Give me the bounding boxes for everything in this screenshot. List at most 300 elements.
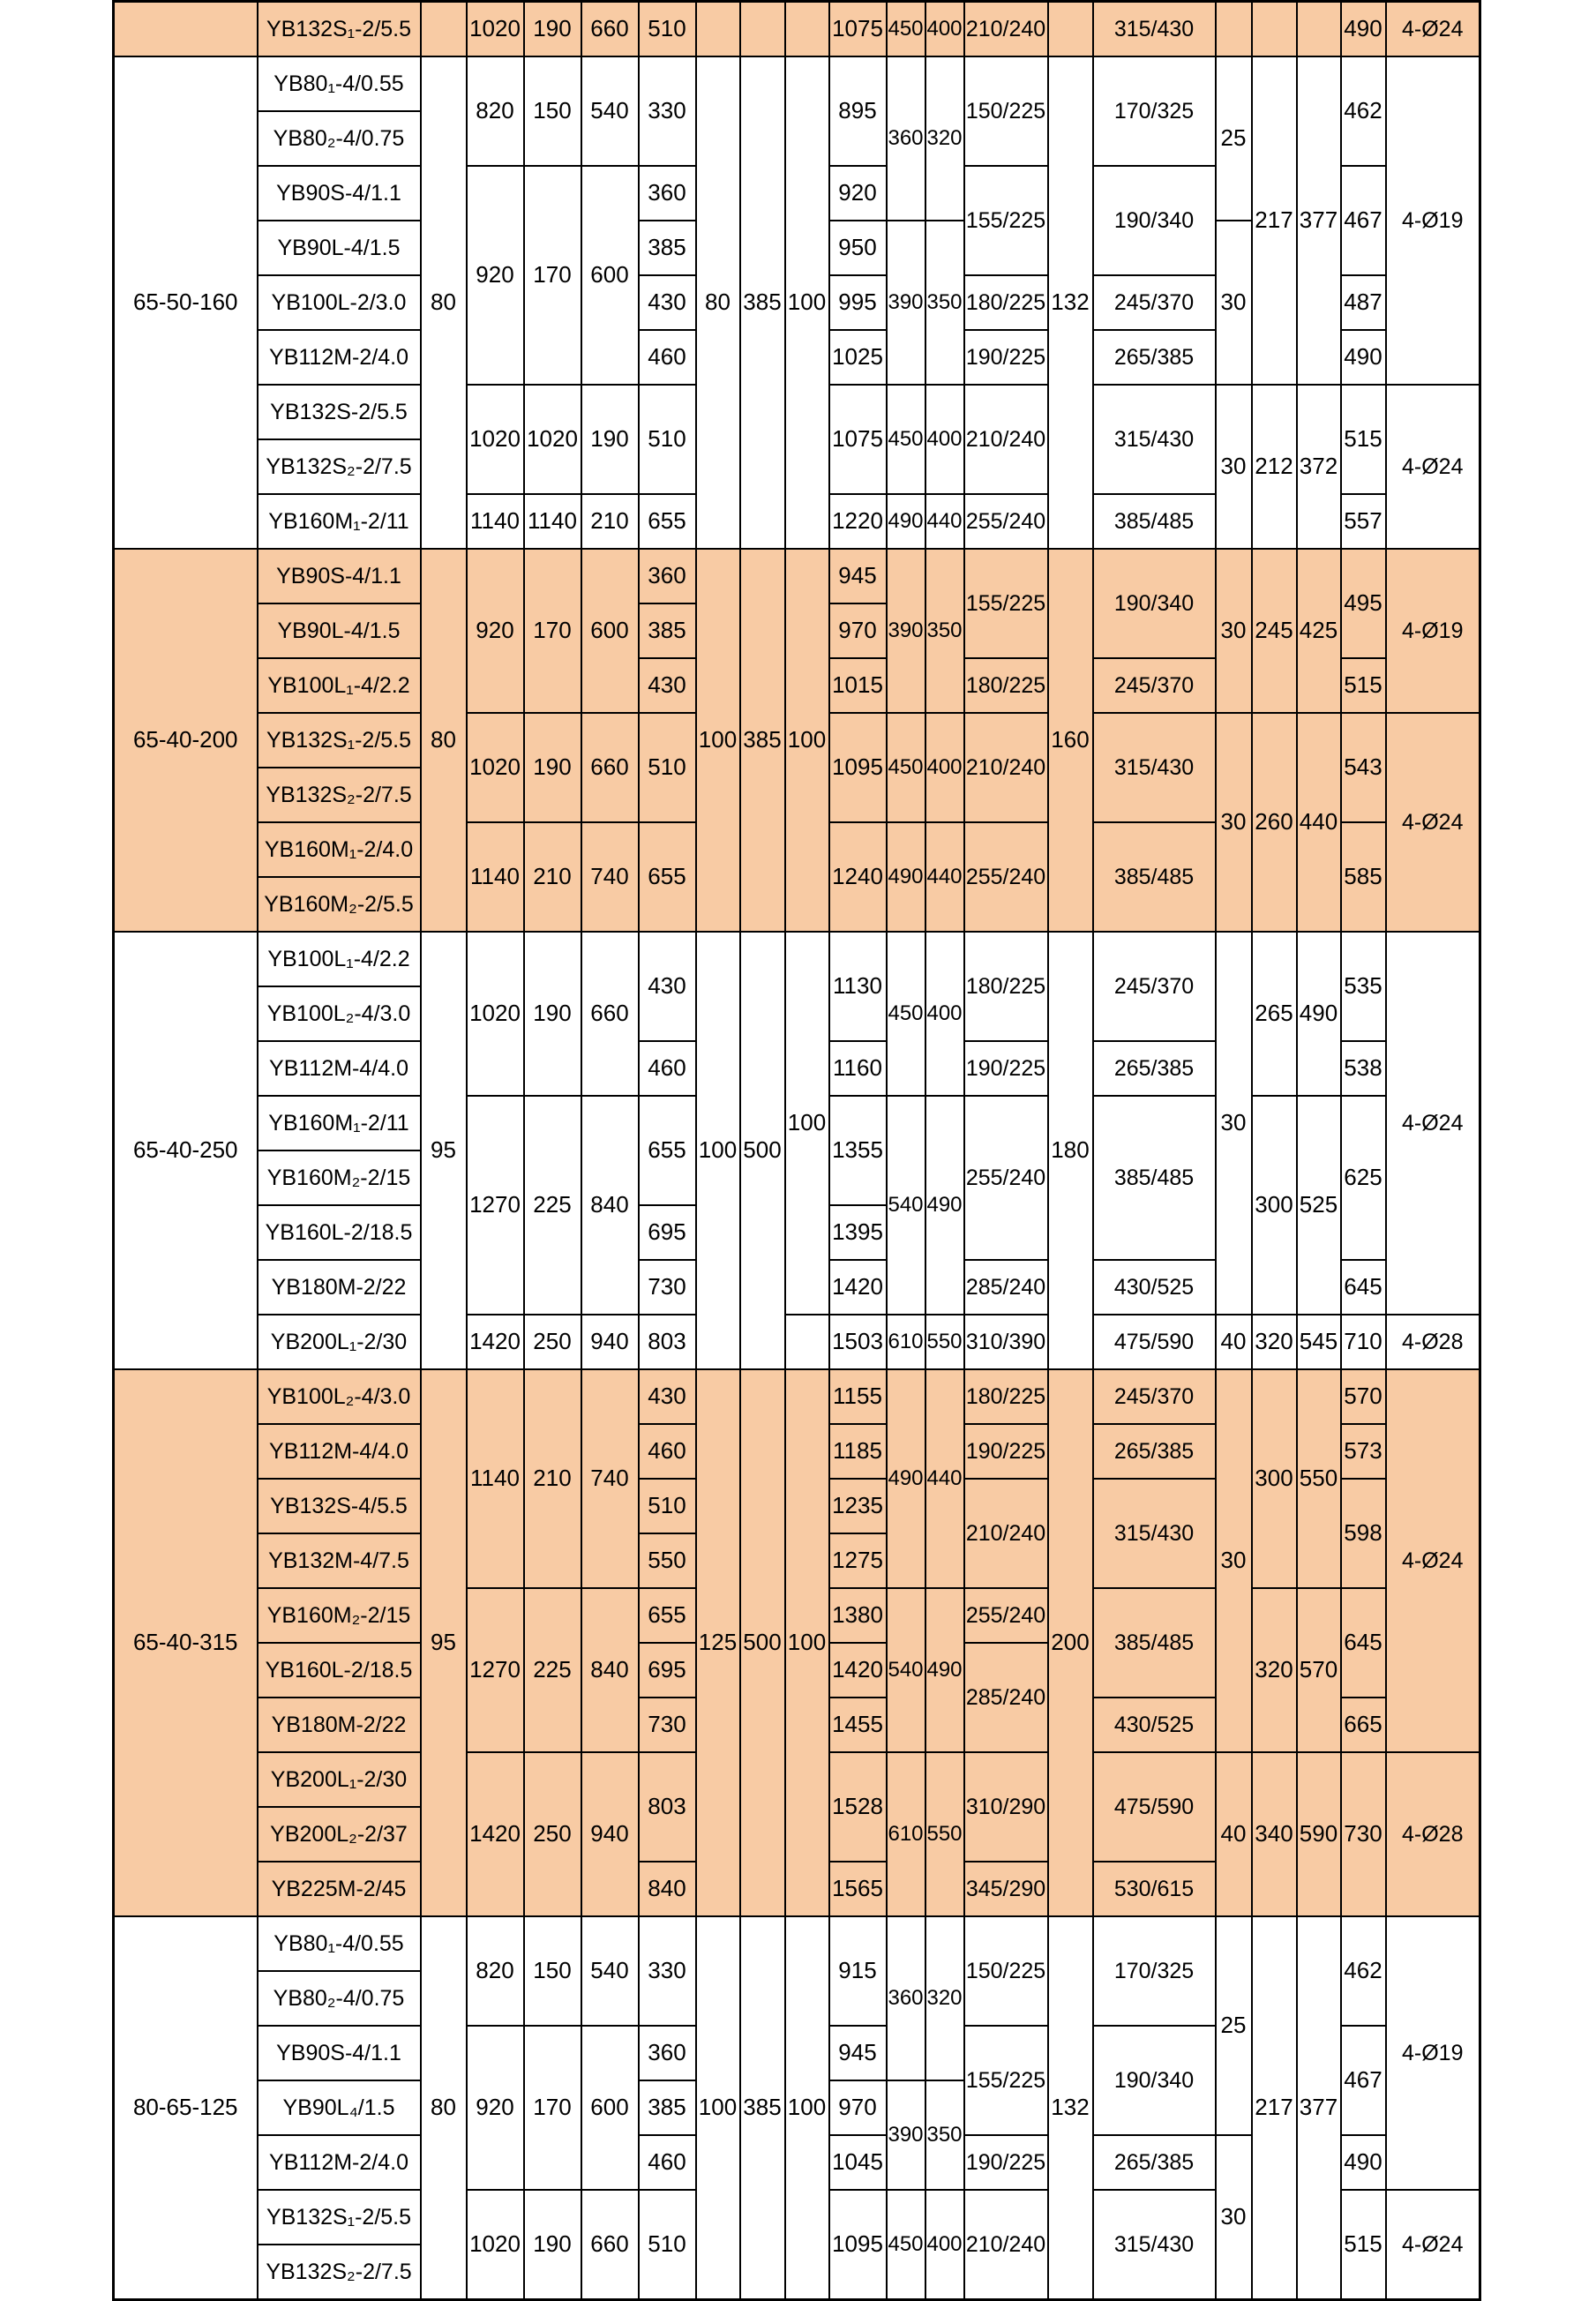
dimension-cell: 100 xyxy=(785,56,829,549)
dimension-cell: 660 xyxy=(581,2190,639,2300)
motor-model-cell: YB90L₄/1.5 xyxy=(258,2080,421,2135)
table-row xyxy=(114,1315,1480,1369)
motor-model-cell: YB100L₂-4/3.0 xyxy=(258,1369,421,1424)
motor-model-cell: YB180M-2/22 xyxy=(258,1698,421,1752)
dimension-cell: 100 xyxy=(785,1916,829,2300)
motor-model-cell: YB112M-4/4.0 xyxy=(258,1041,421,1096)
dimension-cell: 315/430 xyxy=(1093,1479,1216,1588)
dimension-cell: 543 xyxy=(1341,713,1386,822)
motor-model-cell: YB80₁-4/0.55 xyxy=(258,1916,421,1971)
dimension-cell: 940 xyxy=(581,1752,639,1916)
dimension-cell: 460 xyxy=(639,330,696,385)
dimension-cell: 4-Ø19 xyxy=(1386,549,1480,713)
dimension-cell: 285/240 xyxy=(964,1643,1048,1752)
dimension-cell: 1095 xyxy=(829,713,887,822)
dimension-cell: 475/590 xyxy=(1093,1315,1216,1369)
motor-model-cell: YB132S₁-2/5.5 xyxy=(258,2,421,57)
motor-model-cell: YB80₂-4/0.75 xyxy=(258,111,421,166)
dimension-cell: 350 xyxy=(925,221,964,385)
dimension-cell: 540 xyxy=(887,1096,925,1315)
dimension-cell: 945 xyxy=(829,2026,887,2080)
dimension-cell: 600 xyxy=(581,2026,639,2190)
dimension-cell: 245/370 xyxy=(1093,932,1216,1041)
dimension-cell: 315/430 xyxy=(1093,2,1216,57)
dimension-cell: 430 xyxy=(639,658,696,713)
motor-model-cell: YB80₁-4/0.55 xyxy=(258,56,421,111)
dimension-cell: 450 xyxy=(887,713,925,822)
dimension-cell: 210 xyxy=(524,822,581,932)
dimension-cell: 210/240 xyxy=(964,2,1048,57)
dimension-cell: 210/240 xyxy=(964,385,1048,494)
dimension-cell: 490 xyxy=(1341,2,1386,57)
dimension-cell: 510 xyxy=(639,2190,696,2300)
dimension-cell: 345/290 xyxy=(964,1862,1048,1916)
dimension-cell: 490 xyxy=(925,1588,964,1752)
dimension-cell: 450 xyxy=(887,932,925,1096)
dimension-cell: 377 xyxy=(1297,1916,1341,2300)
dimension-cell: 475/590 xyxy=(1093,1752,1216,1862)
dimension-cell: 1095 xyxy=(829,2190,887,2300)
dimension-cell: 320 xyxy=(925,1916,964,2080)
dimension-cell: 490 xyxy=(1341,330,1386,385)
dimension-cell: 1140 xyxy=(467,822,524,932)
motor-model-cell: YB132S₁-2/5.5 xyxy=(258,713,421,768)
dimension-cell: 920 xyxy=(829,166,887,221)
motor-model-cell: YB132S-4/5.5 xyxy=(258,1479,421,1533)
dimension-cell xyxy=(1252,2,1297,57)
dimension-cell: 225 xyxy=(524,1096,581,1315)
dimension-cell: 625 xyxy=(1341,1096,1386,1260)
motor-model-cell: YB160M₂-2/15 xyxy=(258,1150,421,1205)
dimension-cell: 245/370 xyxy=(1093,275,1216,330)
dimension-cell: 803 xyxy=(639,1315,696,1369)
dimension-cell: 360 xyxy=(639,2026,696,2080)
dimension-cell: 467 xyxy=(1341,2026,1386,2135)
motor-model-cell: YB132S₂-2/7.5 xyxy=(258,768,421,822)
dimension-cell: 340 xyxy=(1252,1752,1297,1916)
dimension-cell: 360 xyxy=(887,1916,925,2080)
dimension-cell: 450 xyxy=(887,2190,925,2300)
dimension-cell: 1130 xyxy=(829,932,887,1041)
dimension-cell: 180 xyxy=(1048,932,1093,1369)
dimension-cell: 430 xyxy=(639,1369,696,1424)
motor-model-cell: YB90S-4/1.1 xyxy=(258,2026,421,2080)
dimension-cell: 210/240 xyxy=(964,2190,1048,2300)
dimension-cell: 100 xyxy=(785,1369,829,1916)
dimension-cell: 1045 xyxy=(829,2135,887,2190)
table-row xyxy=(114,932,1480,986)
dimension-cell: 100 xyxy=(785,549,829,932)
dimension-cell: 1020 xyxy=(524,385,581,494)
dimension-cell: 377 xyxy=(1297,56,1341,385)
dimension-cell: 155/225 xyxy=(964,166,1048,275)
dimension-cell: 30 xyxy=(1216,932,1252,1315)
dimension-cell: 210/240 xyxy=(964,1479,1048,1588)
dimension-cell: 40 xyxy=(1216,1315,1252,1369)
dimension-cell: 660 xyxy=(581,2,639,57)
dimension-cell: 1155 xyxy=(829,1369,887,1424)
dimension-cell: 255/240 xyxy=(964,822,1048,932)
dimension-cell: 820 xyxy=(467,56,524,166)
dimension-cell: 585 xyxy=(1341,822,1386,932)
table-row xyxy=(114,2,1480,57)
dimension-cell: 550 xyxy=(925,1315,964,1369)
dimension-cell: 385 xyxy=(639,603,696,658)
dimension-cell: 610 xyxy=(887,1315,925,1369)
dimension-cell: 515 xyxy=(1341,658,1386,713)
dimension-cell: 125 xyxy=(696,1369,740,1916)
dimension-cell: 260 xyxy=(1252,713,1297,932)
dimension-cell: 265/385 xyxy=(1093,1424,1216,1479)
dimension-cell: 600 xyxy=(581,549,639,713)
dimension-cell: 4-Ø19 xyxy=(1386,56,1480,385)
dimension-cell: 30 xyxy=(1216,2135,1252,2300)
dimension-cell: 550 xyxy=(925,1752,964,1916)
dimension-cell: 1160 xyxy=(829,1041,887,1096)
dimension-cell: 150/225 xyxy=(964,56,1048,166)
dimension-cell: 190/225 xyxy=(964,330,1048,385)
motor-model-cell: YB132S₂-2/7.5 xyxy=(258,439,421,494)
dimension-cell: 360 xyxy=(639,549,696,603)
dimension-cell: 660 xyxy=(581,713,639,822)
dimension-cell: 310/390 xyxy=(964,1315,1048,1369)
dimension-cell: 80 xyxy=(421,549,467,932)
dimension-cell: 265/385 xyxy=(1093,2135,1216,2190)
dimension-cell: 655 xyxy=(639,822,696,932)
dimension-cell: 4-Ø24 xyxy=(1386,2190,1480,2300)
motor-model-cell: YB132S₂-2/7.5 xyxy=(258,2245,421,2300)
dimension-cell: 1270 xyxy=(467,1588,524,1752)
dimension-cell xyxy=(1297,2,1341,57)
dimension-cell: 1140 xyxy=(467,1369,524,1588)
dimension-cell: 1075 xyxy=(829,385,887,494)
dimension-cell: 600 xyxy=(581,166,639,385)
dimension-cell: 385 xyxy=(740,549,785,932)
dimension-cell: 4-Ø19 xyxy=(1386,1916,1480,2190)
dimension-cell: 25 xyxy=(1216,56,1252,221)
dimension-cell: 1020 xyxy=(467,385,524,494)
dimension-cell: 515 xyxy=(1341,2190,1386,2300)
pump-model-cell xyxy=(114,2,258,57)
dimension-cell: 1455 xyxy=(829,1698,887,1752)
dimension-cell: 995 xyxy=(829,275,887,330)
table-body xyxy=(114,2,1480,2300)
dimension-cell: 1140 xyxy=(467,494,524,549)
dimension-cell: 1420 xyxy=(467,1752,524,1916)
dimension-cell: 803 xyxy=(639,1752,696,1862)
dimension-cell: 100 xyxy=(696,549,740,932)
dimension-cell: 190 xyxy=(581,385,639,494)
dimension-cell: 265/385 xyxy=(1093,1041,1216,1096)
motor-model-cell: YB225M-2/45 xyxy=(258,1862,421,1916)
dimension-cell: 190 xyxy=(524,932,581,1096)
motor-model-cell: YB160M₁-2/11 xyxy=(258,494,421,549)
dimension-cell: 550 xyxy=(1297,1369,1341,1588)
dimension-cell: 1025 xyxy=(829,330,887,385)
dimension-cell: 1235 xyxy=(829,1479,887,1533)
dimension-cell: 590 xyxy=(1297,1752,1341,1916)
dimension-cell: 150 xyxy=(524,1916,581,2026)
motor-model-cell: YB90L-4/1.5 xyxy=(258,221,421,275)
dimension-cell: 95 xyxy=(421,1369,467,1916)
dimension-cell: 200 xyxy=(1048,1369,1093,1916)
dimension-cell: 660 xyxy=(581,932,639,1096)
dimension-cell: 1020 xyxy=(467,932,524,1096)
dimension-cell: 25 xyxy=(1216,1916,1252,2135)
dimension-cell: 300 xyxy=(1252,1096,1297,1315)
table-row xyxy=(114,549,1480,603)
dimension-cell: 315/430 xyxy=(1093,385,1216,494)
motor-model-cell: YB100L₂-4/3.0 xyxy=(258,986,421,1041)
dimension-cell: 530/615 xyxy=(1093,1862,1216,1916)
dimension-cell: 557 xyxy=(1341,494,1386,549)
motor-model-cell: YB100L-2/3.0 xyxy=(258,275,421,330)
dimension-cell: 462 xyxy=(1341,56,1386,166)
dimension-cell: 1395 xyxy=(829,1205,887,1260)
dimension-cell: 1220 xyxy=(829,494,887,549)
dimension-cell: 385/485 xyxy=(1093,1096,1216,1260)
dimension-cell: 190 xyxy=(524,2190,581,2300)
dimension-cell: 1075 xyxy=(829,2,887,57)
dimension-cell: 510 xyxy=(639,2,696,57)
dimension-cell: 645 xyxy=(1341,1588,1386,1698)
dimension-cell: 30 xyxy=(1216,549,1252,713)
dimension-cell: 462 xyxy=(1341,1916,1386,2026)
dimension-cell: 450 xyxy=(887,385,925,494)
dimension-cell: 190/225 xyxy=(964,2135,1048,2190)
dimension-cell: 225 xyxy=(524,1588,581,1752)
dimension-cell: 1380 xyxy=(829,1588,887,1643)
dimension-cell xyxy=(785,1315,829,1369)
dimension-cell: 970 xyxy=(829,603,887,658)
dimension-cell: 1420 xyxy=(829,1260,887,1315)
motor-model-cell: YB112M-2/4.0 xyxy=(258,2135,421,2190)
dimension-cell: 695 xyxy=(639,1205,696,1260)
dimension-cell: 80 xyxy=(696,56,740,549)
dimension-cell: 250 xyxy=(524,1315,581,1369)
dimension-cell: 430 xyxy=(639,275,696,330)
dimension-cell: 330 xyxy=(639,1916,696,2026)
dimension-cell: 430 xyxy=(639,932,696,1041)
dimension-cell: 1015 xyxy=(829,658,887,713)
dimension-cell: 100 xyxy=(785,932,829,1315)
motor-model-cell: YB200L₂-2/37 xyxy=(258,1807,421,1862)
dimension-cell: 330 xyxy=(639,56,696,166)
motor-model-cell: YB160M₁-2/11 xyxy=(258,1096,421,1150)
dimension-cell: 1185 xyxy=(829,1424,887,1479)
dimension-cell: 80 xyxy=(421,1916,467,2300)
dimension-cell: 320 xyxy=(925,56,964,221)
dimension-cell: 460 xyxy=(639,1424,696,1479)
dimension-cell: 210/240 xyxy=(964,713,1048,822)
dimension-cell: 190/340 xyxy=(1093,549,1216,658)
dimension-cell: 315/430 xyxy=(1093,713,1216,822)
dimension-cell: 1275 xyxy=(829,1533,887,1588)
dimension-cell: 1528 xyxy=(829,1752,887,1862)
dimension-cell: 710 xyxy=(1341,1315,1386,1369)
dimension-cell: 30 xyxy=(1216,385,1252,549)
dimension-cell: 217 xyxy=(1252,1916,1297,2300)
dimension-cell: 920 xyxy=(467,549,524,713)
dimension-cell: 510 xyxy=(639,1479,696,1533)
dimension-cell: 385 xyxy=(740,56,785,549)
dimension-cell: 255/240 xyxy=(964,1096,1048,1260)
dimension-cell: 665 xyxy=(1341,1698,1386,1752)
pump-model-cell: 65-40-315 xyxy=(114,1369,258,1916)
dimension-cell: 440 xyxy=(925,822,964,932)
dimension-cell: 400 xyxy=(925,385,964,494)
dimension-cell xyxy=(740,2,785,57)
motor-model-cell: YB112M-2/4.0 xyxy=(258,330,421,385)
table-row xyxy=(114,1369,1480,1424)
dimension-cell: 467 xyxy=(1341,166,1386,275)
dimension-cell xyxy=(1216,2,1252,57)
pump-model-cell: 65-40-200 xyxy=(114,549,258,932)
dimension-cell: 310/290 xyxy=(964,1752,1048,1862)
dimension-cell: 645 xyxy=(1341,1260,1386,1315)
dimension-cell: 170 xyxy=(524,549,581,713)
dimension-cell: 490 xyxy=(887,822,925,932)
dimension-cell: 30 xyxy=(1216,713,1252,932)
motor-model-cell: YB160L-2/18.5 xyxy=(258,1205,421,1260)
dimension-cell xyxy=(1048,2,1093,57)
motor-model-cell: YB80₂-4/0.75 xyxy=(258,1971,421,2026)
dimension-cell: 400 xyxy=(925,2,964,57)
motor-model-cell: YB90S-4/1.1 xyxy=(258,166,421,221)
dimension-cell: 245/370 xyxy=(1093,658,1216,713)
dimension-cell xyxy=(421,2,467,57)
dimension-cell: 495 xyxy=(1341,549,1386,658)
dimension-cell: 1420 xyxy=(829,1643,887,1698)
dimension-cell: 945 xyxy=(829,549,887,603)
dimension-cell: 430/525 xyxy=(1093,1260,1216,1315)
pump-dimensions-table-wrap xyxy=(112,0,1481,2301)
dimension-cell: 540 xyxy=(581,56,639,166)
dimension-cell: 515 xyxy=(1341,385,1386,494)
dimension-cell: 490 xyxy=(887,1369,925,1588)
dimension-cell: 170/325 xyxy=(1093,56,1216,166)
dimension-cell: 315/430 xyxy=(1093,2190,1216,2300)
motor-model-cell: YB200L₁-2/30 xyxy=(258,1752,421,1807)
dimension-cell: 155/225 xyxy=(964,549,1048,658)
dimension-cell: 440 xyxy=(925,1369,964,1588)
dimension-cell: 655 xyxy=(639,494,696,549)
dimension-cell: 425 xyxy=(1297,549,1341,713)
dimension-cell: 30 xyxy=(1216,1369,1252,1752)
dimension-cell: 250 xyxy=(524,1752,581,1916)
motor-model-cell: YB90L-4/1.5 xyxy=(258,603,421,658)
dimension-cell: 840 xyxy=(581,1096,639,1315)
dimension-cell: 915 xyxy=(829,1916,887,2026)
dimension-cell: 820 xyxy=(467,1916,524,2026)
dimension-cell: 4-Ø28 xyxy=(1386,1752,1480,1916)
dimension-cell: 730 xyxy=(639,1698,696,1752)
dimension-cell: 265 xyxy=(1252,932,1297,1096)
dimension-cell: 320 xyxy=(1252,1315,1297,1369)
dimension-cell: 740 xyxy=(581,1369,639,1588)
dimension-cell: 1240 xyxy=(829,822,887,932)
dimension-cell: 500 xyxy=(740,1369,785,1916)
dimension-cell: 1020 xyxy=(467,2190,524,2300)
dimension-cell: 1020 xyxy=(467,2,524,57)
motor-model-cell: YB160L-2/18.5 xyxy=(258,1643,421,1698)
dimension-cell: 150 xyxy=(524,56,581,166)
dimension-cell: 245 xyxy=(1252,549,1297,713)
table-row xyxy=(114,56,1480,111)
dimension-cell: 538 xyxy=(1341,1041,1386,1096)
pump-model-cell: 65-50-160 xyxy=(114,56,258,549)
dimension-cell: 40 xyxy=(1216,1752,1252,1916)
dimension-cell: 320 xyxy=(1252,1588,1297,1752)
pump-model-cell: 65-40-250 xyxy=(114,932,258,1369)
dimension-cell xyxy=(785,2,829,57)
motor-model-cell: YB200L₁-2/30 xyxy=(258,1315,421,1369)
dimension-cell: 160 xyxy=(1048,549,1093,932)
dimension-cell: 180/225 xyxy=(964,932,1048,1041)
dimension-cell: 500 xyxy=(740,932,785,1369)
dimension-cell: 730 xyxy=(639,1260,696,1315)
dimension-cell: 1020 xyxy=(467,713,524,822)
dimension-cell: 540 xyxy=(887,1588,925,1752)
dimension-cell: 132 xyxy=(1048,56,1093,549)
dimension-cell: 490 xyxy=(1341,2135,1386,2190)
dimension-cell: 132 xyxy=(1048,1916,1093,2300)
dimension-cell: 730 xyxy=(1341,1752,1386,1916)
dimension-cell: 400 xyxy=(925,2190,964,2300)
dimension-cell xyxy=(696,2,740,57)
dimension-cell: 598 xyxy=(1341,1479,1386,1588)
dimension-cell: 255/240 xyxy=(964,1588,1048,1643)
dimension-cell: 1355 xyxy=(829,1096,887,1205)
dimension-cell: 610 xyxy=(887,1752,925,1916)
dimension-cell: 390 xyxy=(887,2080,925,2190)
dimension-cell: 535 xyxy=(1341,932,1386,1041)
dimension-cell: 510 xyxy=(639,713,696,822)
dimension-cell: 545 xyxy=(1297,1315,1341,1369)
dimension-cell: 180/225 xyxy=(964,275,1048,330)
dimension-cell: 190/340 xyxy=(1093,2026,1216,2135)
dimension-cell: 550 xyxy=(639,1533,696,1588)
dimension-cell: 385 xyxy=(639,221,696,275)
dimension-cell: 460 xyxy=(639,1041,696,1096)
motor-model-cell: YB100L₁-4/2.2 xyxy=(258,932,421,986)
dimension-cell: 840 xyxy=(639,1862,696,1916)
dimension-cell: 170 xyxy=(524,2026,581,2190)
dimension-cell: 920 xyxy=(467,166,524,385)
dimension-cell: 460 xyxy=(639,2135,696,2190)
dimension-cell: 490 xyxy=(887,494,925,549)
dimension-cell: 570 xyxy=(1297,1588,1341,1752)
dimension-cell: 655 xyxy=(639,1588,696,1643)
dimension-cell: 1140 xyxy=(524,494,581,549)
dimension-cell: 170/325 xyxy=(1093,1916,1216,2026)
dimension-cell: 245/370 xyxy=(1093,1369,1216,1424)
dimension-cell: 695 xyxy=(639,1643,696,1698)
dimension-cell: 385/485 xyxy=(1093,1588,1216,1698)
dimension-cell: 180/225 xyxy=(964,1369,1048,1424)
dimension-cell: 740 xyxy=(581,822,639,932)
dimension-cell: 190 xyxy=(524,2,581,57)
dimension-cell: 95 xyxy=(421,932,467,1369)
motor-model-cell: YB100L₁-4/2.2 xyxy=(258,658,421,713)
dimension-cell: 385/485 xyxy=(1093,494,1216,549)
dimension-cell: 385/485 xyxy=(1093,822,1216,932)
dimension-cell: 217 xyxy=(1252,56,1297,385)
dimension-cell: 4-Ø24 xyxy=(1386,1369,1480,1752)
dimension-cell: 510 xyxy=(639,385,696,494)
dimension-cell: 840 xyxy=(581,1588,639,1752)
dimension-cell: 440 xyxy=(925,494,964,549)
